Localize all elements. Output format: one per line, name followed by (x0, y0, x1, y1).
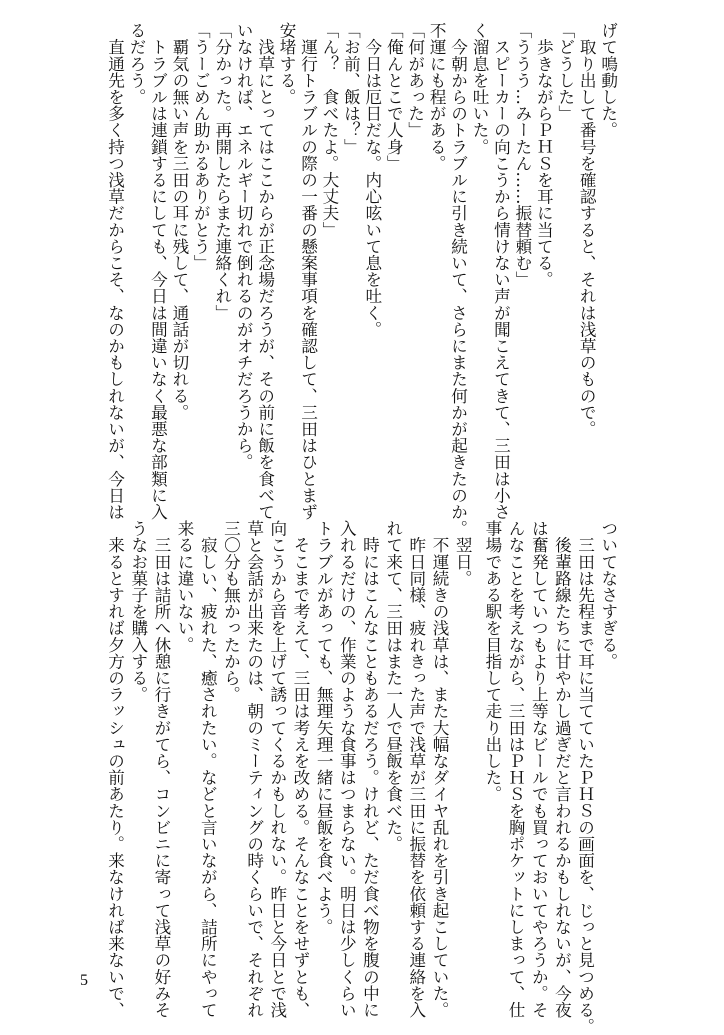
text-line: れて来て、三田はまた一人で昼飯を食べた。 (383, 520, 403, 852)
text-line: 三〇分も無かったから。 (221, 520, 241, 703)
text-line: トラブルがあっても、無理矢理一緒に昼飯を食べよう。 (314, 520, 334, 935)
text-column-top (105, 22, 618, 537)
text-line: 事場である駅を目指して走り出した。 (482, 520, 502, 803)
text-line: うなお菓子を購入する。 (128, 520, 148, 703)
text-line: は奮発していつもより上等なビールでも買っておいてやろうか。そ (529, 520, 549, 1018)
text-line: 「うーごめん助かるありがとう」 (191, 22, 211, 271)
text-line: 「俺んとこで人身」 (384, 22, 404, 172)
text-line: 浅草にとってはここからが正念場だろうが、その前に飯を食べて (255, 22, 275, 520)
text-line: 運行トラブルの際の一番の懸案事項を確認して、三田はひとまず (298, 22, 318, 520)
text-line: 今日は厄日だな。内心呟いて息を吐く。 (362, 22, 382, 338)
text-line: ついてなさすぎる。 (598, 520, 618, 670)
text-line: んなことを考えながら、三田はＰＨＳを胸ポケットにしまって、仕 (506, 520, 526, 1018)
text-line: 来るに違いない。 (175, 520, 195, 653)
text-line: 覇気の無い声を三田の耳に残して、通話が切れる。 (169, 22, 189, 421)
text-line: 「ん？ 食べたよ。大丈夫」 (319, 22, 339, 238)
text-line: 「ううう…みーたん……振替頼む」 (512, 22, 532, 288)
text-line: 「分かった。再開したらまた連絡くれ」 (212, 22, 232, 321)
text-line: 三田は詰所へ休憩に行きがてら、コンビニに寄って浅草の好みそ (151, 520, 171, 1018)
text-line: 来るとすれば夕方のラッシュの前あたり。来なければ来ないで、 (105, 520, 125, 1018)
text-line: 昨日同様、疲れきった声で浅草が三田に振替を依頼する連絡を入 (406, 520, 426, 1018)
text-line: 直通先を多く持つ浅草だからこそ、なのかもしれないが、今日は (105, 22, 125, 520)
text-line: いなければ、エネルギー切れで倒れるのがオチだろうから。 (234, 22, 254, 471)
text-line: スピーカーの向こうから情けない声が聞こえてきて、三田は小さ (491, 22, 511, 520)
text-line: げて鳴動した。 (598, 22, 618, 139)
text-line: 「お前、飯は？」 (341, 22, 361, 155)
text-line: そこまで考えて、三田は考えを改める。そんなことをせずとも、 (290, 520, 310, 1018)
text-line: 不運続きの浅草は、また大幅なダイヤ乱れを引き起こしていた。 (430, 520, 449, 1018)
text-line: 後輩路線たちに甘やかし過ぎだと言われるかもしれないが、今夜 (552, 520, 572, 1018)
page-number: 5 (80, 972, 88, 989)
text-line: 三田は先程まで耳に当てていたＰＨＳの画面を、じっと見つめる。 (575, 520, 595, 1035)
text-line: るだろう。 (127, 22, 147, 105)
text-line: 翌日。 (453, 520, 473, 587)
text-line: 歩きながらＰＨＳを耳に当てる。 (534, 22, 554, 288)
text-line: 不運にも程がある。 (427, 22, 447, 172)
text-line: 安堵する。 (277, 22, 297, 105)
text-line: 取り出して番号を確認すると、それは浅草のもので。 (577, 22, 597, 437)
text-line: トラブルは連鎖するにしても、今日は間違いなく最悪な部類に入 (148, 22, 168, 520)
text-line: く溜息を吐いた。 (470, 22, 490, 155)
text-line: 「どうした」 (555, 22, 575, 122)
text-line: 草と会話が出来たのは、朝のミーティングの時くらいで、それぞれ (244, 520, 264, 1018)
text-line: 向こうから音を上げて誘ってくるかもしれない。昨日と今日とで浅 (267, 520, 287, 1018)
text-line: 入れるだけの、作業のような食事はつまらない。明日は少しくらい (337, 520, 357, 1018)
text-column-bottom (105, 520, 618, 1035)
text-line: 寂しい、疲れた、癒されたい。などと言いながら、詰所にやって (198, 520, 218, 1018)
text-line: 今朝からのトラブルに引き続いて、さらにまた何かが起きたのか。 (448, 22, 468, 537)
text-line: 「何があった」 (405, 22, 425, 139)
text-line: 時にはこんなこともあるだろう。けれど、ただ食べ物を腹の中に (360, 520, 380, 1018)
